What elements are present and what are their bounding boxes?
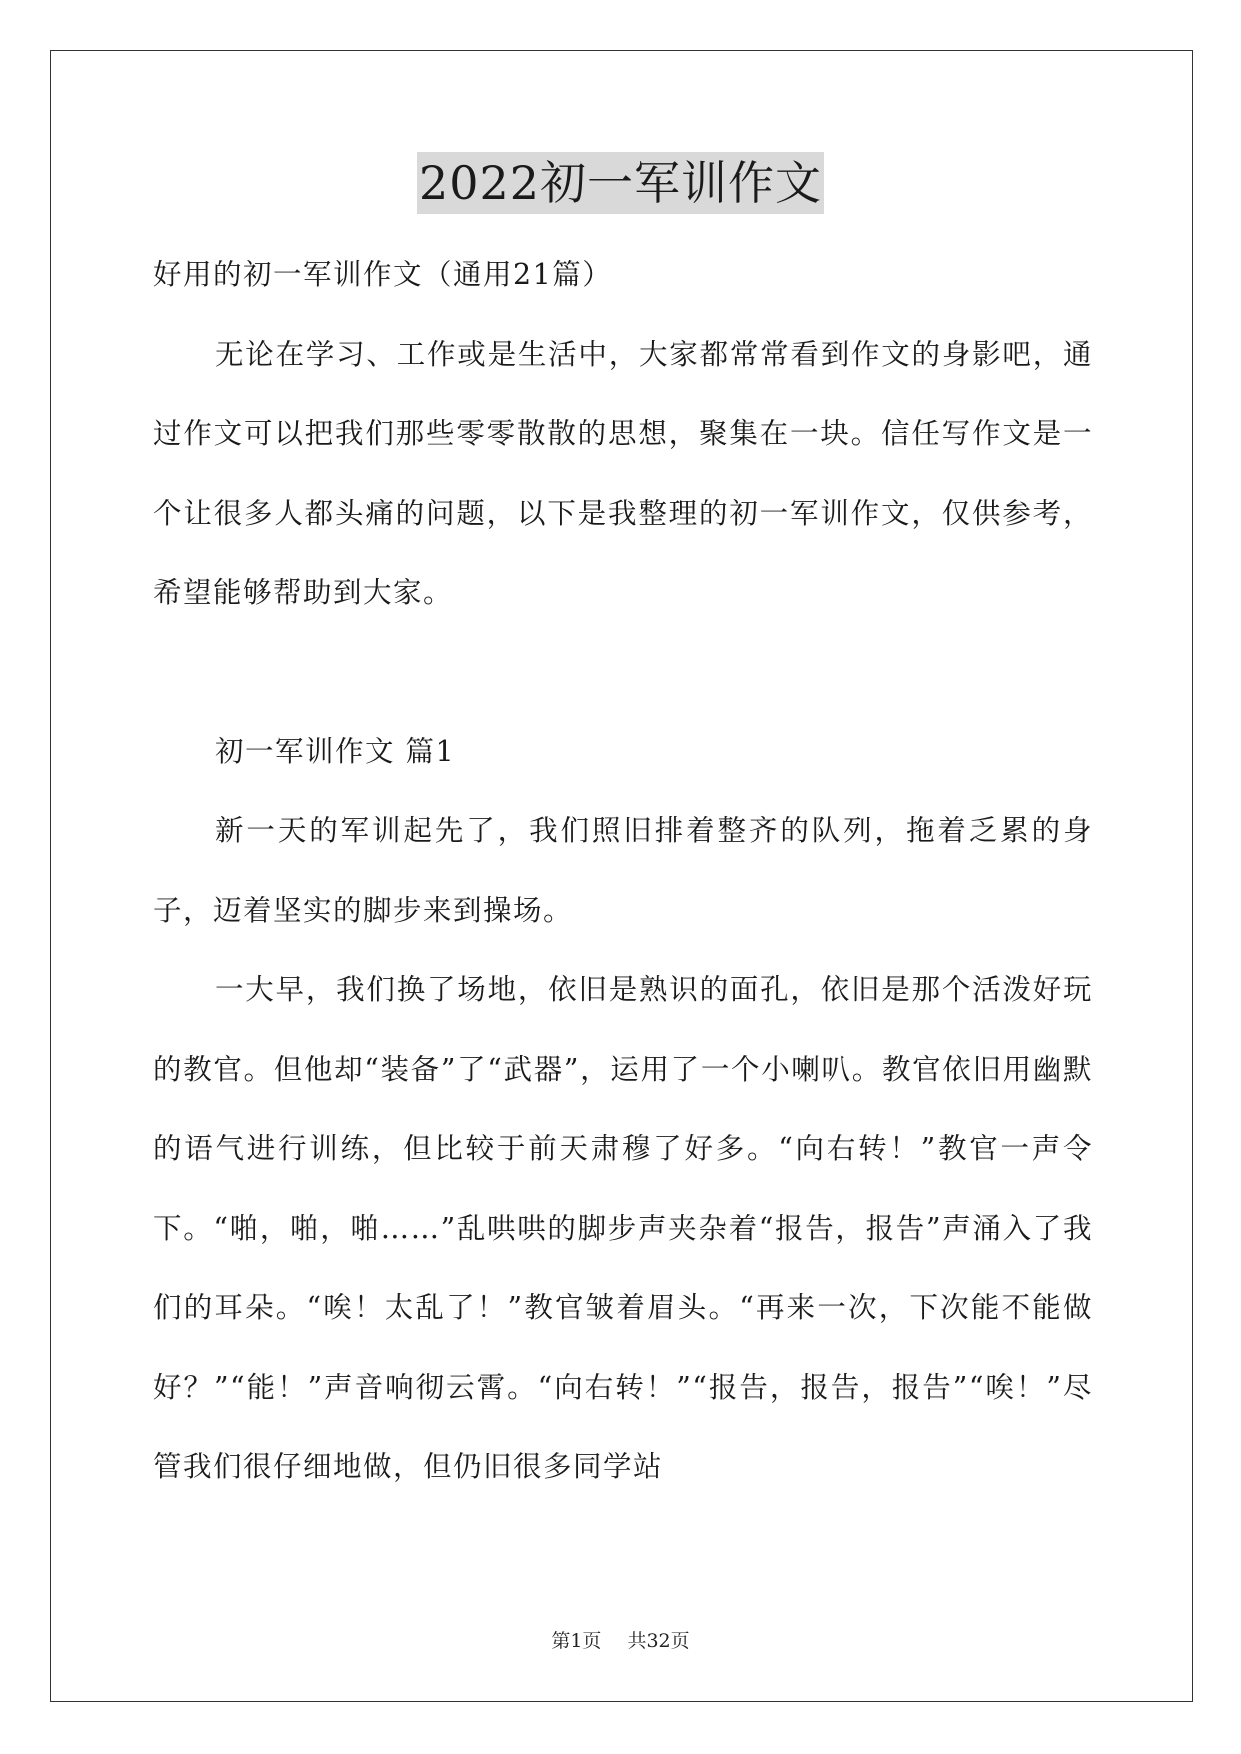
page-total: 共32页 bbox=[627, 1630, 690, 1652]
page-number: 第1页 bbox=[551, 1630, 602, 1652]
document-body bbox=[153, 235, 1093, 1507]
section-spacer bbox=[153, 633, 1093, 712]
section-heading: 初一军训作文 篇1 bbox=[215, 734, 456, 768]
intro-paragraph: 无论在学习、工作或是生活中，大家都常常看到作文的身影吧，通过作文可以把我们那些零零散散的思想，聚集在一块。信任写作文是一个让很多人都头痛的问题，以下是我整理的初一军训作文，仅供参考，希望能够帮助到大家。 bbox=[153, 337, 1093, 609]
page-footer bbox=[0, 1628, 1241, 1654]
title-container bbox=[0, 152, 1241, 214]
body-paragraph: 一大早，我们换了场地，依旧是熟识的面孔，依旧是那个活泼好玩的教官。但他却“装备”了“武器”，运用了一个小喇叭。教官依旧用幽默的语气进行训练，但比较于前天肃穆了好多。“向右转！”教官一声令下。“啪，啪，啪……”乱哄哄的脚步声夹杂着“报告，报告”声涌入了我们的耳朵。“唉！太乱了！”教官皱着眉头。“再来一次，下次能不能做好？”“能！”声音响彻云霄。“向右转！”“报告，报告，报告”“唉！”尽管我们很仔细地做，但仍旧很多同学站 bbox=[153, 973, 1093, 1483]
document-subtitle: 好用的初一军训作文（通用21篇） bbox=[153, 258, 613, 291]
document-title: 2022初一军训作文 bbox=[417, 152, 824, 214]
body-paragraph: 新一天的军训起先了，我们照旧排着整齐的队列，拖着乏累的身子，迈着坚实的脚步来到操场。 bbox=[153, 814, 1093, 927]
